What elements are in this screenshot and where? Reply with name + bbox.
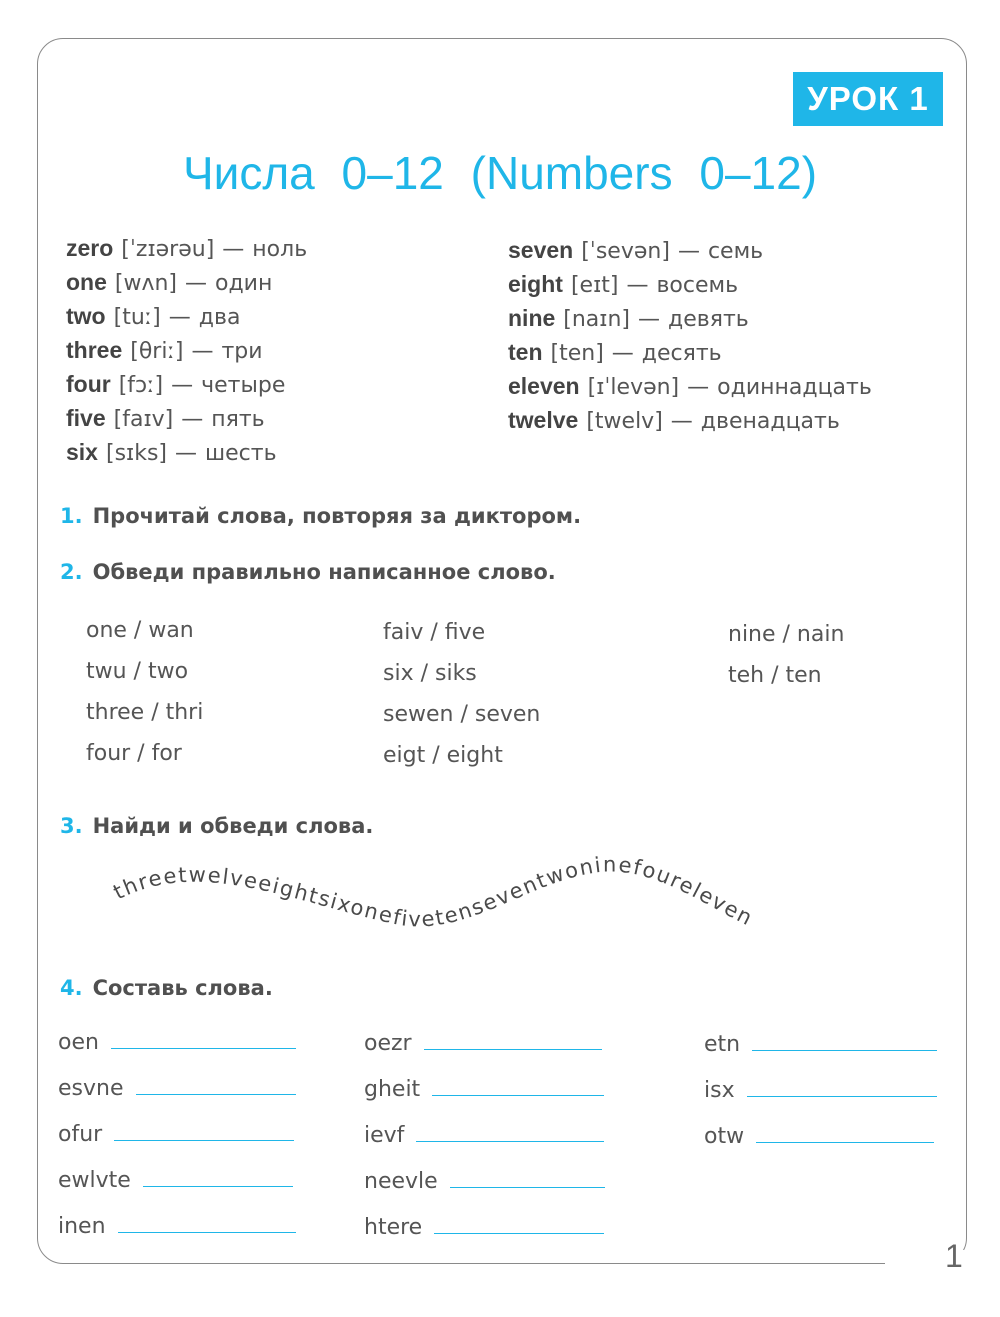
answer-line[interactable] [434, 1211, 604, 1234]
vocab-transcription: [wʌn] [114, 271, 178, 296]
scramble-item [704, 1120, 934, 1149]
vocab-row [66, 402, 307, 436]
scrambled-word: oen [58, 1030, 99, 1055]
word-choice[interactable]: faiv / five [383, 620, 486, 645]
scrambled-word: inen [58, 1214, 106, 1239]
answer-line[interactable] [118, 1210, 296, 1233]
scrambled-word: ewlvte [58, 1168, 131, 1193]
vocab-row [66, 334, 307, 368]
answer-line[interactable] [752, 1028, 937, 1051]
vocab-translation: двенадцать [700, 409, 840, 434]
vocab-transcription: [naɪn] [563, 307, 630, 332]
answer-line[interactable] [143, 1164, 293, 1187]
vocab-word: eleven [508, 373, 580, 399]
task-instruction: Прочитай слова, повторяя за диктором. [92, 504, 582, 528]
vocab-word: six [66, 439, 98, 465]
dash: — [191, 339, 214, 364]
scrambled-word: etn [704, 1032, 741, 1057]
scramble-item [704, 1074, 937, 1103]
vocab-row [66, 232, 307, 266]
vocab-word: three [66, 337, 123, 363]
vocab-row [508, 404, 872, 438]
task2-column-1 [86, 610, 203, 774]
scrambled-word: ievf [364, 1123, 405, 1148]
scrambled-word: ofur [58, 1122, 103, 1147]
word-choice[interactable]: twu / two [86, 659, 189, 684]
word-choice[interactable]: six / siks [383, 661, 477, 686]
vocab-word: nine [508, 305, 556, 331]
dash: — [677, 239, 700, 264]
vocab-translation: пять [211, 407, 265, 432]
scrambled-word: neevle [364, 1169, 438, 1194]
vocab-word: twelve [508, 407, 579, 433]
vocab-row [508, 268, 872, 302]
task-number: 4. [60, 976, 83, 1000]
answer-line[interactable] [424, 1027, 602, 1050]
scrambled-word: isx [704, 1078, 735, 1103]
task-4 [60, 976, 273, 1000]
vocab-transcription: [eɪt] [570, 273, 619, 298]
scramble-item [58, 1072, 296, 1101]
page-title: Числа 0–12 (Numbers 0–12) [182, 147, 818, 199]
vocab-row [508, 370, 872, 404]
task-number: 3. [60, 814, 83, 838]
vocab-row [508, 234, 872, 268]
vocab-transcription: [ˈzɪərəu] [121, 237, 215, 262]
dash: — [222, 237, 245, 262]
vocab-word: ten [508, 339, 543, 365]
vocab-transcription: [fɔː] [118, 373, 164, 398]
word-choice[interactable]: four / for [86, 741, 182, 766]
dash: — [171, 373, 194, 398]
dash: — [175, 441, 197, 466]
word-choice[interactable]: one / wan [86, 618, 194, 643]
vocab-row [66, 368, 307, 402]
dash: — [168, 305, 191, 330]
scrambled-word: otw [704, 1124, 745, 1149]
scramble-item [364, 1073, 604, 1102]
answer-line[interactable] [114, 1118, 294, 1141]
word-search-string[interactable]: threetwelveeightsixonefivetenseventwoninefoureleven [109, 852, 758, 932]
vocab-translation: десять [641, 341, 722, 366]
vocab-word: two [66, 303, 106, 329]
task-number: 2. [60, 560, 83, 584]
vocab-word: one [66, 269, 107, 295]
vocab-transcription: [ˈsevən] [581, 239, 670, 264]
answer-line[interactable] [432, 1073, 604, 1096]
vocab-transcription: [ten] [550, 341, 604, 366]
task-instruction: Составь слова. [92, 976, 273, 1000]
vocab-translation: восемь [656, 273, 739, 298]
vocab-translation: ноль [252, 237, 308, 262]
vocab-row [508, 302, 872, 336]
task-instruction: Обведи правильно написанное слово. [92, 560, 556, 584]
word-choice[interactable]: nine / nain [728, 622, 845, 647]
word-choice[interactable]: eigt / eight [383, 743, 503, 768]
word-search-wave [0, 850, 1000, 970]
task-instruction: Найди и обведи слова. [92, 814, 374, 838]
vocab-row [66, 436, 307, 470]
vocab-list-right [508, 234, 872, 438]
vocab-transcription: [sɪks] [105, 441, 167, 466]
vocab-translation: четыре [201, 373, 286, 398]
vocab-translation: два [198, 305, 241, 330]
dash: — [687, 375, 710, 400]
vocab-translation: шесть [205, 441, 277, 466]
answer-line[interactable] [136, 1072, 296, 1095]
scrambled-word: esvne [58, 1076, 124, 1101]
lesson-badge: УРОК 1 [793, 72, 943, 126]
vocab-row [66, 300, 307, 334]
word-choice[interactable]: teh / ten [728, 663, 822, 688]
scramble-item [58, 1164, 293, 1193]
scramble-item [364, 1027, 602, 1056]
vocab-transcription: [twelv] [586, 409, 663, 434]
task2-column-2 [383, 612, 540, 776]
vocab-translation: одиннадцать [717, 375, 872, 400]
vocab-translation: семь [707, 239, 764, 264]
answer-line[interactable] [747, 1074, 937, 1097]
vocab-transcription: [ɪˈlevən] [587, 375, 680, 400]
vocab-word: seven [508, 237, 574, 263]
answer-line[interactable] [111, 1026, 296, 1049]
task2-column-3 [728, 614, 844, 696]
vocab-word: four [66, 371, 111, 397]
vocab-word: eight [508, 271, 563, 297]
task-1 [60, 504, 581, 528]
vocab-transcription: [faɪv] [113, 407, 174, 432]
vocab-word: five [66, 405, 106, 431]
word-choice[interactable]: three / thri [86, 700, 204, 725]
vocab-list-left [66, 232, 307, 470]
vocab-transcription: [tuː] [113, 305, 161, 330]
vocab-row [508, 336, 872, 370]
task-2 [60, 560, 556, 584]
dash: — [611, 341, 634, 366]
task-number: 1. [60, 504, 83, 528]
scramble-item [364, 1165, 605, 1194]
scramble-item [58, 1210, 296, 1239]
dash: — [626, 273, 649, 298]
vocab-translation: девять [668, 307, 749, 332]
answer-line[interactable] [416, 1119, 604, 1142]
vocab-row [66, 266, 307, 300]
dash: — [670, 409, 693, 434]
page-number: 1 [945, 1238, 963, 1274]
scramble-item [58, 1026, 296, 1055]
scramble-item [58, 1118, 294, 1147]
dash: — [181, 407, 204, 432]
word-choice[interactable]: sewen / seven [383, 702, 541, 727]
answer-line[interactable] [450, 1165, 605, 1188]
scrambled-word: htere [364, 1215, 423, 1240]
scrambled-word: gheit [364, 1077, 421, 1102]
dash: — [185, 271, 208, 296]
answer-line[interactable] [756, 1120, 934, 1143]
vocab-word: zero [66, 235, 114, 261]
vocab-translation: три [221, 339, 263, 364]
scramble-item [364, 1119, 604, 1148]
vocab-translation: один [215, 271, 273, 296]
scrambled-word: oezr [364, 1031, 412, 1056]
vocab-transcription: [θriː] [130, 339, 184, 364]
scramble-item [704, 1028, 937, 1057]
dash: — [638, 307, 660, 332]
scramble-item [364, 1211, 604, 1240]
task-3 [60, 814, 373, 838]
